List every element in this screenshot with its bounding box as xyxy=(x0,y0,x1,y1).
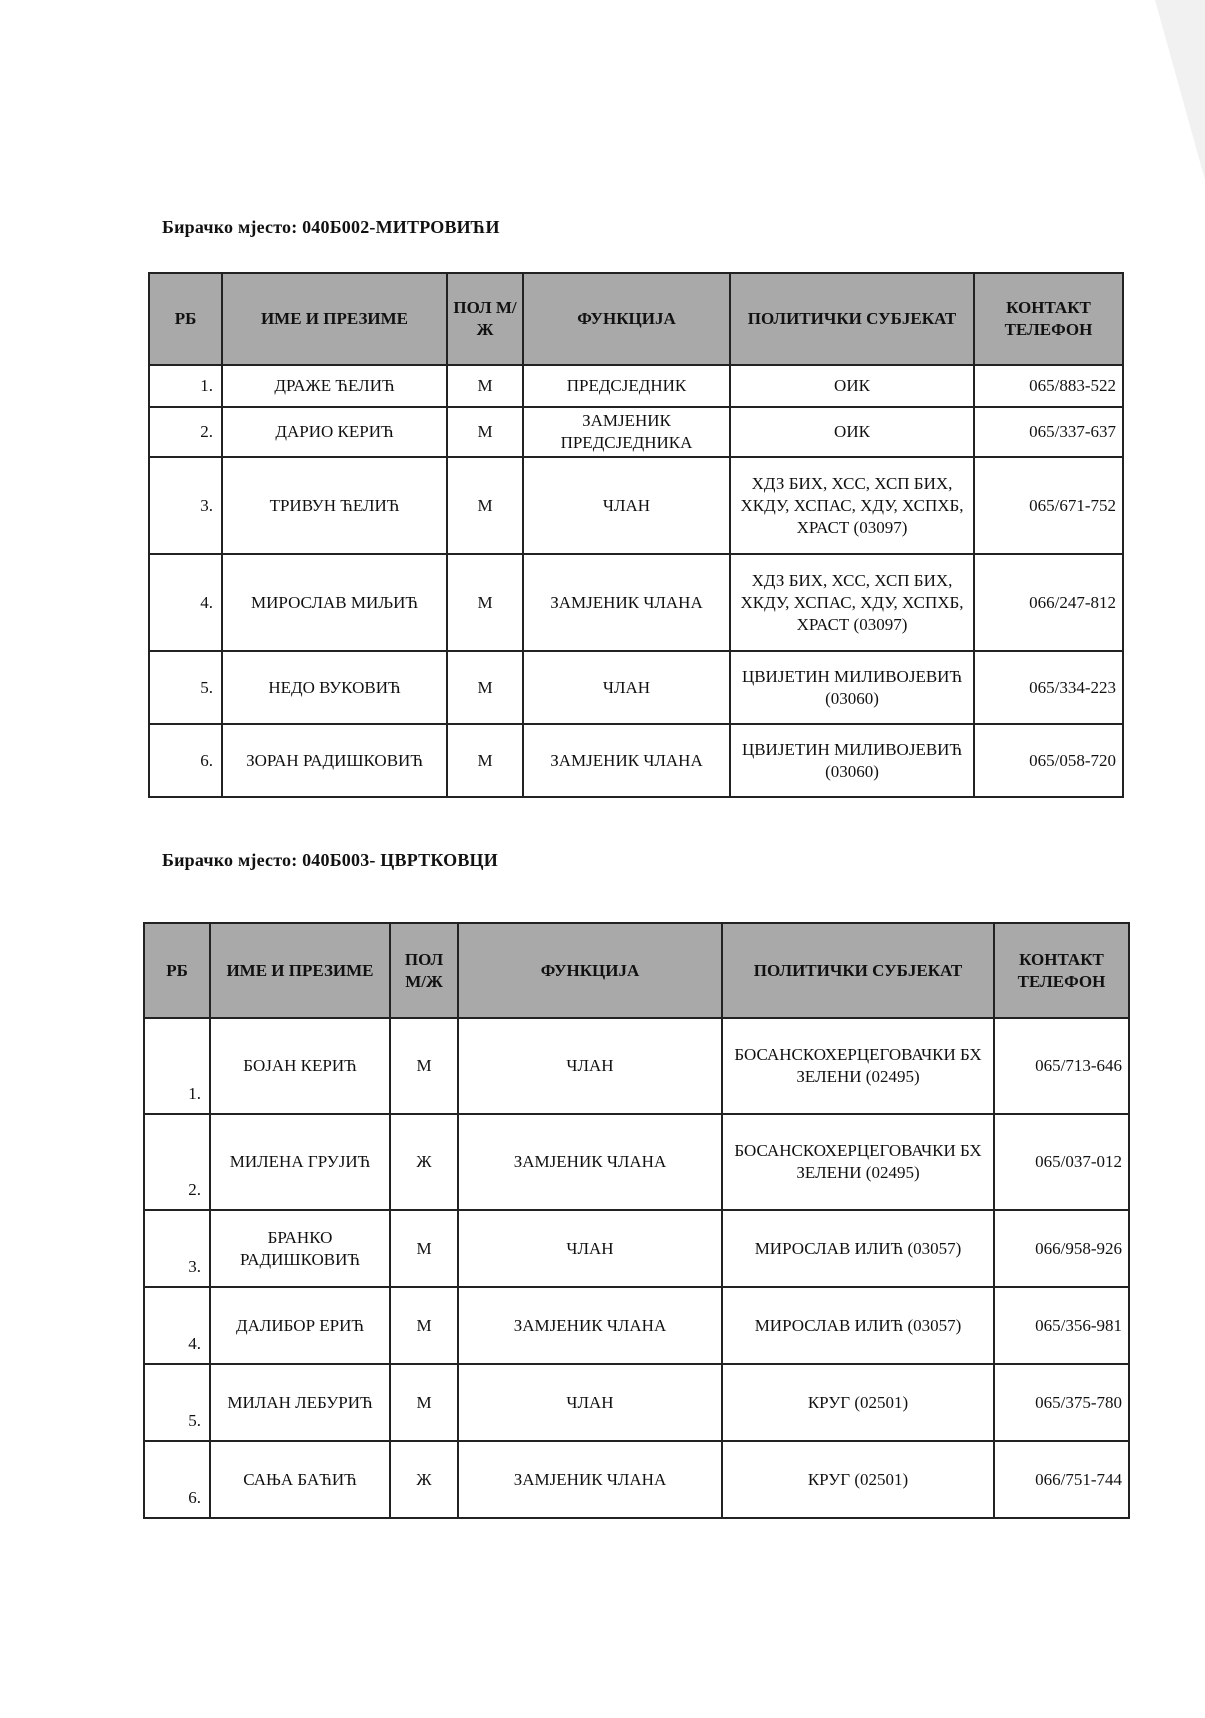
member-party: БОСАНСКОХЕРЦЕГОВАЧКИ БХ ЗЕЛЕНИ (02495) xyxy=(722,1018,994,1114)
table-row xyxy=(149,554,1123,651)
header-rb: РБ xyxy=(149,273,222,365)
member-name: ТРИВУН ЋЕЛИЋ xyxy=(222,457,447,554)
table-header-row xyxy=(144,923,1129,1018)
header-sex: ПОЛ М/Ж xyxy=(390,923,458,1018)
member-phone: 065/713-646 xyxy=(994,1018,1129,1114)
member-sex: М xyxy=(447,407,523,457)
member-name: МИЛАН ЛЕБУРИЋ xyxy=(210,1364,390,1441)
row-number: 5. xyxy=(144,1364,210,1441)
row-number: 1. xyxy=(149,365,222,407)
member-phone: 065/037-012 xyxy=(994,1114,1129,1210)
member-sex: Ж xyxy=(390,1114,458,1210)
table-row xyxy=(149,724,1123,797)
polling-station-title: Бирачко мјесто: 040Б002-МИТРОВИЋИ xyxy=(162,217,500,237)
row-number: 2. xyxy=(144,1114,210,1210)
member-name: НЕДО ВУКОВИЋ xyxy=(222,651,447,724)
header-rb: РБ xyxy=(144,923,210,1018)
table-row xyxy=(149,651,1123,724)
table-row xyxy=(144,1018,1129,1114)
member-name: МИЛЕНА ГРУЈИЋ xyxy=(210,1114,390,1210)
member-name: ДАЛИБОР ЕРИЋ xyxy=(210,1287,390,1364)
table-row xyxy=(144,1210,1129,1287)
member-party: БОСАНСКОХЕРЦЕГОВАЧКИ БХ ЗЕЛЕНИ (02495) xyxy=(722,1114,994,1210)
header-party: ПОЛИТИЧКИ СУБЈЕКАТ xyxy=(730,273,974,365)
row-number: 3. xyxy=(149,457,222,554)
member-function: ЧЛАН xyxy=(458,1210,722,1287)
member-phone: 065/375-780 xyxy=(994,1364,1129,1441)
member-party: ХДЗ БИХ, ХСС, ХСП БИХ, ХКДУ, ХСПАС, ХДУ, ХСПХБ, ХРАСТ (03097) xyxy=(730,554,974,651)
member-phone: 065/356-981 xyxy=(994,1287,1129,1364)
member-party: ЦВИЈЕТИН МИЛИВОЈЕВИЋ (03060) xyxy=(730,724,974,797)
header-sex: ПОЛ М/Ж xyxy=(447,273,523,365)
table-row xyxy=(144,1364,1129,1441)
member-phone: 066/247-812 xyxy=(974,554,1123,651)
member-function: ЧЛАН xyxy=(458,1018,722,1114)
member-sex: М xyxy=(447,365,523,407)
header-phone: КОНТАКТ ТЕЛЕФОН xyxy=(994,923,1129,1018)
member-name: МИРОСЛАВ МИЉИЋ xyxy=(222,554,447,651)
member-party: КРУГ (02501) xyxy=(722,1441,994,1518)
row-number: 5. xyxy=(149,651,222,724)
member-function: ЧЛАН xyxy=(523,651,730,724)
member-sex: М xyxy=(447,554,523,651)
member-party: КРУГ (02501) xyxy=(722,1364,994,1441)
row-number: 6. xyxy=(149,724,222,797)
member-sex: М xyxy=(390,1287,458,1364)
member-function: ЗАМЈЕНИК ЧЛАНА xyxy=(458,1114,722,1210)
member-function: ЗАМЈЕНИК ЧЛАНА xyxy=(523,724,730,797)
member-party: ОИК xyxy=(730,407,974,457)
table-row xyxy=(149,457,1123,554)
page-edge-shadow xyxy=(1155,0,1205,180)
member-sex: М xyxy=(390,1018,458,1114)
member-party: ЦВИЈЕТИН МИЛИВОЈЕВИЋ (03060) xyxy=(730,651,974,724)
header-name: ИМЕ И ПРЕЗИМЕ xyxy=(222,273,447,365)
member-name: БРАНКО РАДИШКОВИЋ xyxy=(210,1210,390,1287)
member-sex: М xyxy=(447,457,523,554)
header-name: ИМЕ И ПРЕЗИМЕ xyxy=(210,923,390,1018)
header-phone: КОНТАКТ ТЕЛЕФОН xyxy=(974,273,1123,365)
member-phone: 065/883-522 xyxy=(974,365,1123,407)
table-row xyxy=(144,1441,1129,1518)
member-sex: М xyxy=(390,1210,458,1287)
member-function: ПРЕДСЈЕДНИК xyxy=(523,365,730,407)
member-phone: 065/334-223 xyxy=(974,651,1123,724)
table-row xyxy=(144,1114,1129,1210)
member-name: ДРАЖЕ ЋЕЛИЋ xyxy=(222,365,447,407)
member-name: ДАРИО КЕРИЋ xyxy=(222,407,447,457)
member-phone: 066/751-744 xyxy=(994,1441,1129,1518)
member-function: ЗАМЈЕНИК ЧЛАНА xyxy=(458,1287,722,1364)
row-number: 6. xyxy=(144,1441,210,1518)
member-function: ЗАМЈЕНИК ЧЛАНА xyxy=(458,1441,722,1518)
member-party: МИРОСЛАВ ИЛИЋ (03057) xyxy=(722,1287,994,1364)
member-sex: М xyxy=(447,724,523,797)
member-sex: М xyxy=(390,1364,458,1441)
member-phone: 065/058-720 xyxy=(974,724,1123,797)
member-party: ОИК xyxy=(730,365,974,407)
header-party: ПОЛИТИЧКИ СУБЈЕКАТ xyxy=(722,923,994,1018)
member-phone: 065/337-637 xyxy=(974,407,1123,457)
member-name: ЗОРАН РАДИШКОВИЋ xyxy=(222,724,447,797)
member-sex: М xyxy=(447,651,523,724)
commission-table xyxy=(143,922,1130,1519)
member-function: ЧЛАН xyxy=(458,1364,722,1441)
header-function: ФУНКЦИЈА xyxy=(458,923,722,1018)
member-function: ЗАМЈЕНИК ПРЕДСЈЕДНИКА xyxy=(523,407,730,457)
member-party: МИРОСЛАВ ИЛИЋ (03057) xyxy=(722,1210,994,1287)
member-party: ХДЗ БИХ, ХСС, ХСП БИХ, ХКДУ, ХСПАС, ХДУ, ХСПХБ, ХРАСТ (03097) xyxy=(730,457,974,554)
row-number: 1. xyxy=(144,1018,210,1114)
row-number: 4. xyxy=(149,554,222,651)
member-phone: 065/671-752 xyxy=(974,457,1123,554)
member-name: САЊА БАЋИЋ xyxy=(210,1441,390,1518)
polling-station-title: Бирачко мјесто: 040Б003- ЦВРТКОВЦИ xyxy=(162,850,498,870)
member-sex: Ж xyxy=(390,1441,458,1518)
row-number: 2. xyxy=(149,407,222,457)
table-row xyxy=(149,365,1123,407)
table-row xyxy=(144,1287,1129,1364)
commission-table xyxy=(148,272,1124,798)
row-number: 4. xyxy=(144,1287,210,1364)
member-name: БОЈАН КЕРИЋ xyxy=(210,1018,390,1114)
member-function: ЧЛАН xyxy=(523,457,730,554)
table-header-row xyxy=(149,273,1123,365)
table-row xyxy=(149,407,1123,457)
row-number: 3. xyxy=(144,1210,210,1287)
member-phone: 066/958-926 xyxy=(994,1210,1129,1287)
header-function: ФУНКЦИЈА xyxy=(523,273,730,365)
member-function: ЗАМЈЕНИК ЧЛАНА xyxy=(523,554,730,651)
